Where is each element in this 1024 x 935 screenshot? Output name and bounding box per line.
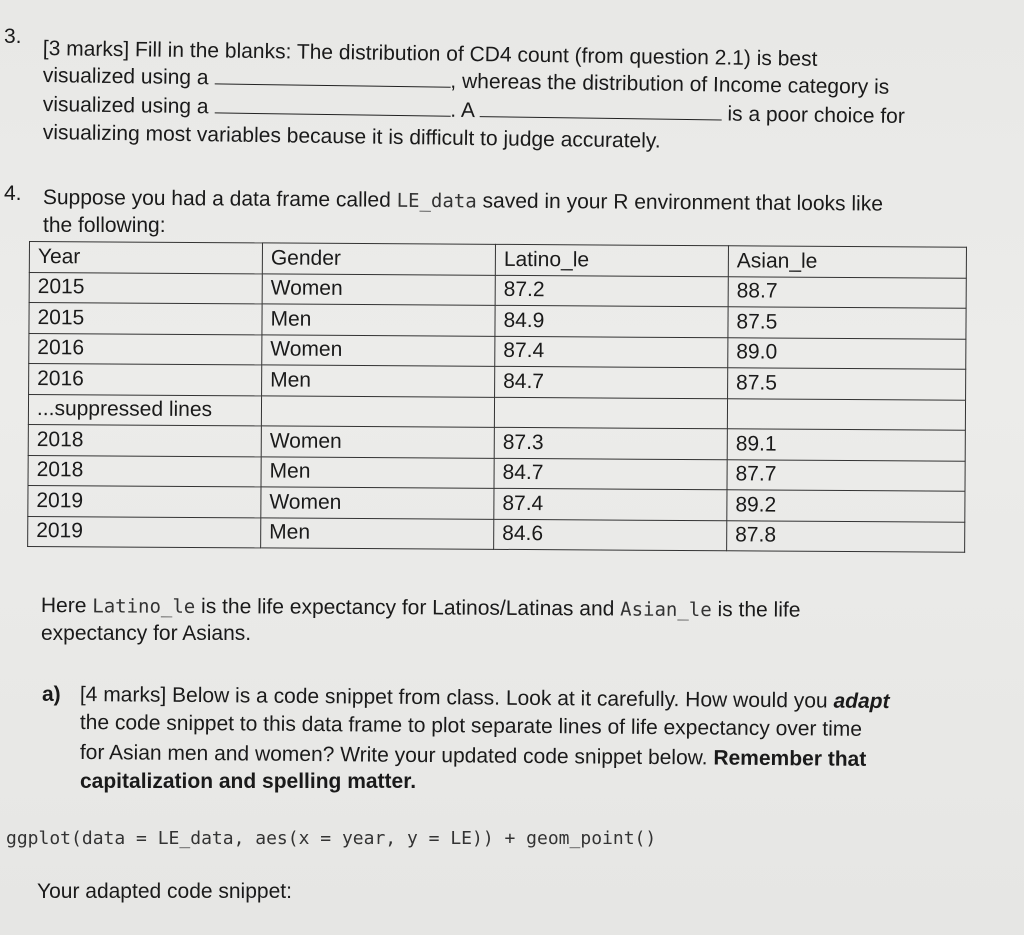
question-3-line-2-start: visualized using a — [42, 63, 209, 90]
part-a-line-3-bold: Remember that — [713, 746, 867, 771]
header-gender: Gender — [262, 243, 495, 275]
cell-asian-le: 89.1 — [727, 429, 965, 461]
question-3-line-4: visualizing most variables because it is difficult to judge accurately. — [42, 121, 661, 153]
part-a-line-3-text: for Asian men and women? Write your updated code snippet below. — [79, 741, 708, 770]
le-data-code: LE_data — [396, 189, 477, 213]
cell-gender: Men — [262, 304, 495, 336]
explanation-end: is the life — [717, 598, 801, 622]
question-4-intro-line-2: the following: — [43, 214, 166, 237]
cell-asian-le: 89.2 — [727, 490, 965, 522]
explanation-line-2: expectancy for Asians. — [41, 622, 252, 645]
part-a-line-2: the code snippet to this data frame to plot separate lines of life expectancy over time — [79, 711, 863, 741]
cell-gender: Women — [262, 334, 495, 366]
asian-le-code: Asian_le — [620, 598, 712, 622]
cell-year: 2016 — [29, 364, 262, 396]
code-snippet: ggplot(data = LE_data, aes(x = year, y = LE)) + geom_point() — [6, 828, 657, 849]
adapt-emphasis: adapt — [833, 689, 890, 714]
part-a-line-4: capitalization and spelling matter. — [80, 770, 417, 793]
question-3-line-3-mid: . A — [450, 98, 474, 123]
cell-year: 2019 — [28, 516, 261, 548]
question-3-line-1: [3 marks] Fill in the blanks: The distribution of CD4 count (from question 2.1) is best — [42, 37, 818, 71]
le-data-table — [27, 241, 967, 553]
question-4-number: 4. — [4, 182, 22, 205]
cell-asian-le: 88.7 — [728, 276, 966, 308]
cell-latino-le: 84.7 — [494, 458, 727, 490]
cell-latino-le: 87.4 — [494, 488, 727, 520]
explanation-line-1 — [41, 594, 801, 623]
adapted-code-label: Your adapted code snippet: — [37, 880, 292, 903]
question-3-line-3-end: is a poor choice for — [727, 102, 905, 129]
table-row — [28, 516, 965, 552]
explanation-start: Here — [40, 594, 87, 618]
blank-2 — [214, 94, 450, 116]
explanation-mid: is the life expectancy for Latinos/Latinas and — [201, 594, 615, 621]
cell-gender: Women — [261, 426, 494, 458]
cell-latino-le: 87.4 — [495, 336, 728, 368]
cell-latino-le: 84.6 — [494, 519, 727, 551]
question-4-intro-end: saved in your R environment that looks like — [482, 189, 884, 216]
header-year: Year — [29, 242, 262, 274]
latino-le-code: Latino_le — [92, 595, 196, 618]
cell-latino-le: 84.7 — [495, 366, 728, 398]
cell-latino-le: 87.2 — [495, 275, 728, 307]
question-3-line-2-end: , whereas the distribution of Income category is — [450, 69, 890, 99]
question-4-intro-start: Suppose you had a data frame called — [42, 186, 391, 212]
part-a-line-1 — [80, 683, 890, 714]
blank-1 — [214, 65, 450, 87]
cell-asian-le — [727, 398, 965, 430]
cell-asian-le: 87.5 — [728, 368, 966, 400]
cell-gender: Men — [261, 517, 494, 549]
part-a-label: a) — [42, 683, 61, 706]
cell-latino-le — [494, 397, 727, 429]
cell-year: 2015 — [29, 272, 262, 304]
cell-latino-le: 84.9 — [495, 305, 728, 337]
part-a-line-1-text: [4 marks] Below is a code snippet from class. Look at it carefully. How would you — [79, 683, 828, 713]
cell-asian-le: 87.5 — [728, 307, 966, 339]
cell-year: 2018 — [28, 455, 261, 487]
question-3-line-3-start: visualized using a — [42, 92, 209, 119]
question-4-intro-line-1 — [43, 186, 883, 217]
cell-gender: Men — [261, 456, 494, 488]
cell-suppressed: ...suppressed lines — [28, 394, 261, 426]
cell-year: 2018 — [28, 424, 261, 456]
header-latino-le: Latino_le — [495, 244, 728, 276]
cell-asian-le: 89.0 — [728, 337, 966, 369]
header-asian-le: Asian_le — [728, 246, 966, 278]
blank-3 — [480, 98, 722, 120]
cell-year: 2019 — [28, 485, 261, 517]
cell-gender: Women — [261, 487, 494, 519]
cell-gender — [261, 395, 494, 427]
cell-year: 2016 — [29, 333, 262, 365]
cell-latino-le: 87.3 — [494, 427, 727, 459]
cell-gender: Men — [262, 365, 495, 397]
cell-gender: Women — [262, 273, 495, 305]
part-a-line-3 — [80, 741, 867, 772]
cell-asian-le: 87.8 — [727, 520, 965, 552]
cell-year: 2015 — [29, 303, 262, 335]
question-3-number: 3. — [4, 25, 22, 48]
cell-asian-le: 87.7 — [727, 459, 965, 491]
